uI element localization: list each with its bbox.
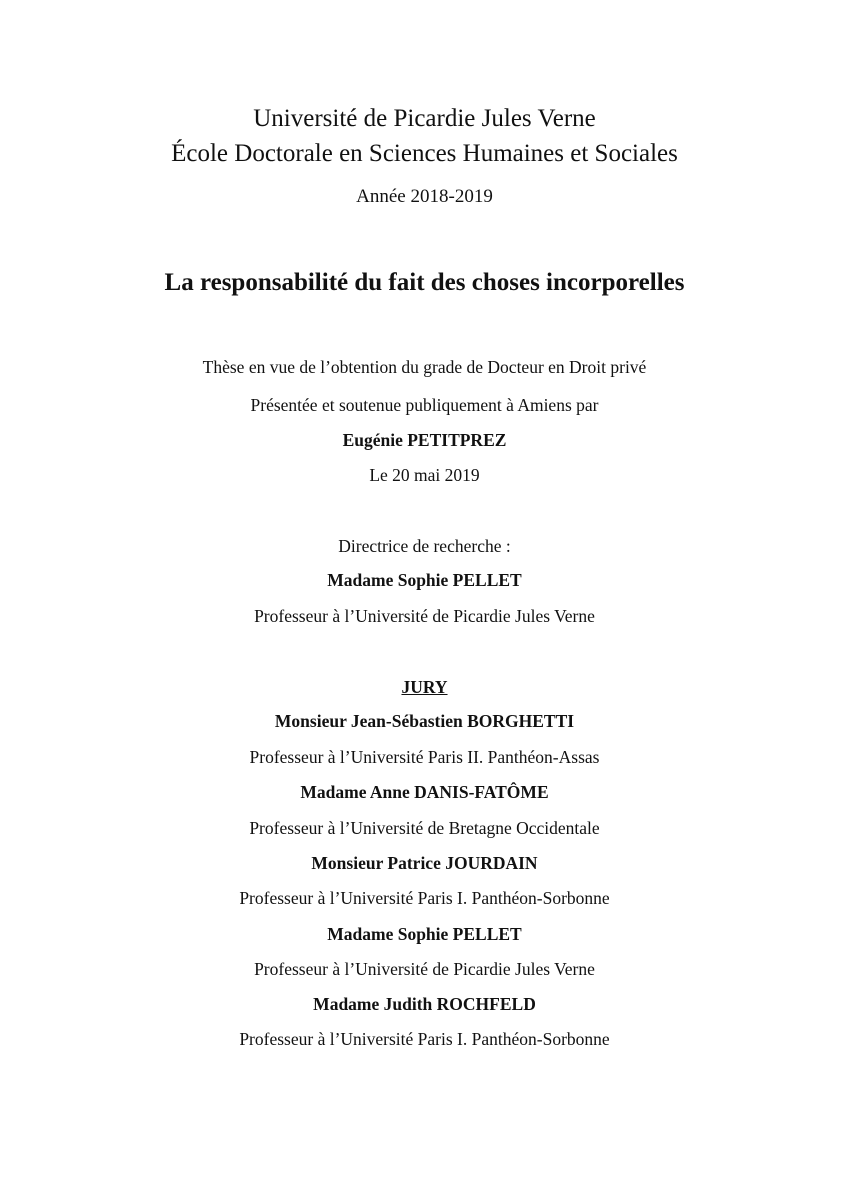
academic-year: Année 2018-2019 (356, 186, 493, 207)
jury-member-affiliation: Professeur à l’Université Paris I. Panthéon-Sorbonne (239, 888, 610, 908)
jury-member-name: Madame Judith ROCHFELD (313, 994, 536, 1014)
jury-member-name: Madame Anne DANIS-FATÔME (300, 782, 549, 802)
jury-member-name: Madame Sophie PELLET (327, 924, 522, 944)
jury-member-name: Monsieur Patrice JOURDAIN (311, 853, 538, 873)
jury-member-affiliation: Professeur à l’Université de Picardie Jules Verne (254, 959, 595, 979)
university-name: Université de Picardie Jules Verne (253, 105, 596, 132)
defense-date: Le 20 mai 2019 (369, 465, 480, 485)
author-name: Eugénie PETITPREZ (342, 430, 507, 450)
director-affiliation: Professeur à l’Université de Picardie Jules Verne (254, 606, 595, 626)
degree-line: Thèse en vue de l’obtention du grade de Docteur en Droit privé (202, 357, 647, 377)
doctoral-school-name: École Doctorale en Sciences Humaines et Sociales (171, 140, 678, 167)
jury-heading: JURY (401, 677, 448, 697)
jury-member-name: Monsieur Jean-Sébastien BORGHETTI (274, 711, 575, 731)
director-label: Directrice de recherche : (338, 536, 511, 556)
jury-member-affiliation: Professeur à l’Université de Bretagne Occidentale (249, 818, 600, 838)
jury-member-affiliation: Professeur à l’Université Paris II. Panthéon-Assas (249, 747, 600, 767)
director-name: Madame Sophie PELLET (327, 570, 522, 590)
thesis-title: La responsabilité du fait des choses incorporelles (164, 269, 685, 296)
presented-line: Présentée et soutenue publiquement à Amiens par (250, 395, 599, 415)
jury-member-affiliation: Professeur à l’Université Paris I. Panthéon-Sorbonne (239, 1029, 610, 1049)
